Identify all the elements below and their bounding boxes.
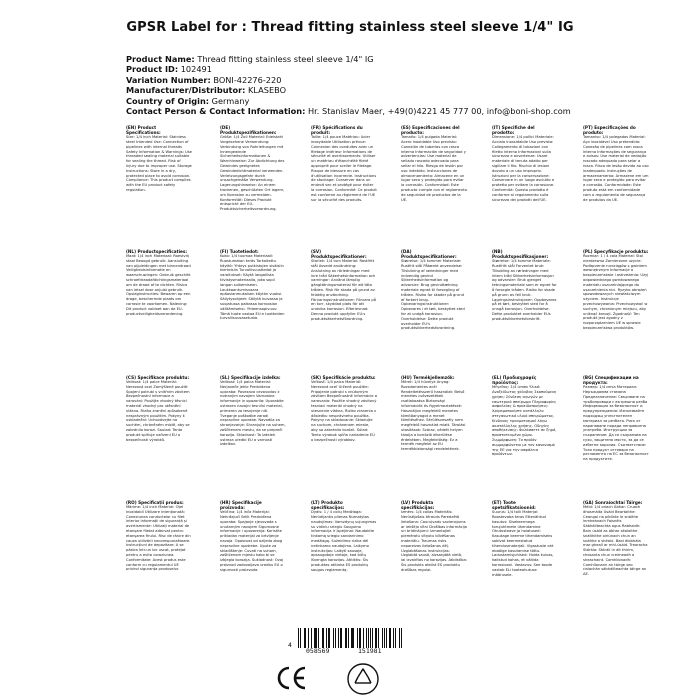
spec-block-text: Größe: 1/4 Zoll Material: Edelstahl Vorgesehene Verwendung: Verbindung von Rohrleitungen mit Innengewinde Sicherheitsinformationen & Warnhinweise: Zur Abdichtung des Gewindes geeignetes Gewindedichtmaterial verwenden. Verletzungsgefahr durch unsachgemäße Verwendung. Lagerungshinweise: An einem trockenen, geschützten Ort lagern, um Korrosion zu vermeiden. Konformität: Dieses Produkt entspricht der EU-Produktsicherheitsverordnung. bbox=[220, 135, 285, 212]
manufacturer-row bbox=[126, 85, 686, 95]
product-id-label: Product ID: bbox=[126, 64, 179, 75]
barcode-bar bbox=[338, 628, 339, 648]
spec-block-text: Izmērs: 1/4 collas Materiāls: Nerūsējošais tērauds Paredzētā lietošana: Cauruļvadu savienojums ar iekšējo vītni Drošības informācija un brīdinājumi: Izmantojiet piemērotu vītņotu blīvēšanas materiālu. Traumas risks nepareizas lietošanas dēļ. Uzglabāšanas instrukcijas: Uzglabāt sausā, aizsargātā vietā, lai izvairītos no korozijas. Atbilstība: Šis produkts atbilst ES produktu drošības regulai. bbox=[401, 510, 467, 572]
barcode-bar bbox=[393, 628, 394, 648]
spec-block-header: (EL) Προδιαγραφές προϊόντος: bbox=[492, 375, 537, 386]
barcode-bar bbox=[329, 628, 330, 648]
spec-block bbox=[583, 375, 649, 495]
spec-block-text: Rozmiar: 1 / 4 cala Materiał: Stal nierdzewna Zamierzone użycie: Podłączenie rurociągów z gwintem wewnętrznym Informacje o bezpieczeństwie i ostrzeżenia: Użyj odpowiedniego gwintowanego materiału uszczelniającego do uszczelnienia nici. Ryzyko obrażeń spowodowanych niewłaściwym użyciem. Instrukcje przechowywania: Przechowywać w suchym, chronionym miejscu, aby uniknąć korozji. Zgodność: Ten produkt jest zgodny z rozporządzeniem UE w sprawie bezpieczeństwa produktów. bbox=[583, 254, 649, 331]
spec-block-text: Veľkosť: 1/4 palca Materiál: Nerezová oceľ Určené použitie: Pripojenie potrubí s vnútorným závitom Bezpečnostné informácie a varovania: Použite vhodný závitový tesniaci materiál vhodný na utesnenie vlákna. Riziko zranenia v dôsledku nesprávneho použitia. Pokyny na skladovanie: Skladujte na suchom, chránenom mieste, aby sa zabránilo korózii. Súlad: Tento výrobok spĺňa nariadenie EÚ o bezpečnosti výrobkov. bbox=[311, 380, 377, 442]
spec-block bbox=[583, 125, 649, 245]
barcode-bar bbox=[335, 628, 336, 648]
barcode-left-group: 058569 bbox=[306, 647, 330, 655]
variation-number-label: Variation Number: bbox=[126, 74, 211, 85]
barcode-bar bbox=[370, 628, 371, 648]
spec-block-header: (SK) Špecifikácie produktu: bbox=[311, 375, 376, 380]
spec-block bbox=[492, 125, 558, 245]
spec-block bbox=[220, 500, 286, 620]
spec-block-header: (FI) Tuotetiedot: bbox=[220, 249, 259, 254]
barcode-bar bbox=[368, 628, 369, 648]
spec-block-header: (BG) Спецификации на продукта: bbox=[583, 375, 639, 386]
spec-block-text: Størrelse: 1/4 tommer Materiale: Rustfrit stål Påtænkt anvendelse: Tilslutning af rørledninger med indvendig gevind Sikkerhedsinformation og advarsler: Brug gevindtætning materiale egnet til forsegling af tråden. Risiko for skader på grund af forkert brug. Opbevaringsinstruktioner: Opbevares i et tørt, beskyttet sted for at undgå korrosion. Overholdelse: Dette produkt overholder EU's produktsikkerhedsforordning. bbox=[401, 259, 465, 331]
spec-block-text: Suurus: 1/4 tolli Materjal: Roostevaba teras Ettenähtud kasutus: Sisekeermega torujuhtmete ühendamine Ohutusteave ja hoiatused: Kasutage keerme tihendamiseks sobivat keermestatud tihendusmaterjali. Vigastuste oht ebaõige kasutamise tõttu. Ladustamisjuhised: Hoida kuivas, kaitstud kohas, et vältida korrosiooni. Vastavus: See toode vastab ELi tooteohutuse määrusele. bbox=[492, 510, 554, 577]
spec-block-text: Размер: 1/4 инча Материал: Неръждаема стомана Предназначение: Свързване на тръбопроводи с вътрешна резба Информация за безопасност и предупреждения: Използвайте подходящ уплътнителен материал за резбата. Риск от нараняване поради неправилна употреба. Инструкции за съхранение: Да се съхранява на сухо, защитено място, за да се избегне корозия. Съответствие: Този продукт отговаря на регламента на ЕС за безопасност на продуктите. bbox=[583, 385, 649, 462]
spec-block-text: Size: 1/4 inch Material: Stainless steel Intended Use: Connection of pipelines with internal threads Safety Information & Warnings: Use threaded sealing material suitable for sealing the thread. Risk of injury due to improper use. Storage Instructions: Store in a dry, protected place to avoid corrosion. Compliance: This product complies with the EU product safety regulation. bbox=[126, 135, 192, 192]
spec-block-header: (RO) Specificații produs: bbox=[126, 500, 184, 505]
contact-label: Contact Person & Contact Information: bbox=[126, 106, 306, 117]
spec-block-header: (DA) Produktspecifikationer: bbox=[401, 249, 457, 260]
spec-block-text: Velikost: 1/4 palce Materiál: Nerezová ocel Zamýšlené použití: Spojení potrubí s vnitřním závitem Bezpečnostní informace a varování: Použijte vhodný těsnicí materiál vhodný pro utěsnění vlákna. Riziko zranění způsobené nesprávným použitím. Pokyny k uskladnění: Uchovávejte na suchém, chráněném místě, aby se zabránilo korozi. Soulad: Tento produkt splňuje nařízení EU o bezpečnosti výrobků. bbox=[126, 380, 190, 442]
spec-block-header: (PL) Specyfikacje produktu: bbox=[583, 249, 649, 254]
barcode-bar bbox=[323, 628, 324, 648]
spec-block-header: (HU) Termékjellemzők: bbox=[401, 375, 455, 380]
spec-block-text: Taille: 1/4 pouce Matériau: Acier inoxydable Utilisation prévue: Connexion des conduites avec un filetage intérieur Informations de sécurité et avertissements: Utiliser un matériau d'étanchéité fileté approprié pour sceller le filetage. Risque de blessure en cas d'utilisation incorrecte. Instructions de stockage: Conserver dans un endroit sec et protégé pour éviter la corrosion. Conformité: Ce produit est conforme au règlement de l'UE sur la sécurité des produits. bbox=[311, 135, 377, 202]
spec-block-header: (LV) Produkta specifikācijas: bbox=[401, 500, 435, 511]
barcode-bar bbox=[308, 628, 309, 648]
spec-block bbox=[220, 125, 286, 245]
spec-block bbox=[492, 375, 558, 495]
spec-block bbox=[401, 500, 467, 620]
barcode-bar bbox=[395, 628, 396, 648]
product-name-value: Thread fitting stainless steel sleeve 1/4" IG bbox=[197, 54, 374, 64]
spec-block-header: (LT) Produkto specifikacijos: bbox=[311, 500, 345, 511]
spec-block bbox=[126, 249, 192, 369]
product-id-value: 102491 bbox=[180, 64, 212, 75]
spec-block-header: (NL) Productspecificaties: bbox=[126, 249, 188, 254]
spec-block bbox=[126, 125, 192, 245]
barcode-bar bbox=[386, 628, 387, 648]
spec-block-header: (EN) Product Specifications: bbox=[126, 125, 161, 136]
barcode-bar bbox=[316, 628, 317, 648]
spec-block-header: (IT) Specifiche del prodotto: bbox=[492, 125, 535, 136]
product-name-row bbox=[126, 54, 686, 64]
spec-block bbox=[401, 249, 467, 369]
barcode-bar bbox=[300, 628, 301, 648]
spec-block-text: Velikost: 1/4 palca Material: Nerjaveče jeklo Predvidena uporaba: Povezava cevovodov z notranjim navojem Varnostne informacije in opozorila: Uporabite ustrezen navojni tesnilni material, primeren za tesnjenje niti. Tveganje poškodbe zaradi nepravilne uporabe. Navodila za shranjevanje: Shranjujte na suhem, zaščitenem mestu, da se prepreči korozija. Skladnost: Ta izdelek ustreza uredbi EU o varnosti izdelkov. bbox=[220, 380, 286, 447]
spec-block-text: Koko: 1/4 tuumaa Materiaali: Ruostumaton teräs Tarkoitettu käyttö: Yhteys putkistojen sisäisiin kierteisiin Turvallisuustiedot ja varoitukset: Käytä langallista tiivistysmateriaalia, joka sopii langan sulkemiseen. Loukkaantumisvaara epäasianmukaisen käytön vuoksi. Säilytysohjeet: Säilytä kuivassa ja suojatussa paikassa korroosion välttämiseksi. Yhteensopivuus: Tämä tuote vastaa EU:n tuotteiden turvallisuusasetusta. bbox=[220, 254, 285, 321]
spec-block-header: (ET) Toote spetsifikatsioonid: bbox=[492, 500, 536, 511]
variation-number-row bbox=[126, 75, 686, 85]
barcode-bar bbox=[305, 628, 306, 648]
spec-block-header: (CS) Specifikace produktu: bbox=[126, 375, 190, 380]
spec-block-text: Dydis: 1 / 4 colių Medžiaga: Nerūdijantis plienas Numatytas naudojimas: Vamzdynų sujungimas su vidiniu sriegiu Saugumo informacija ir įspėjimai: Naudokite tinkamą sriegio sandarinimo medžiagą. Sužeidimo rizika dėl netinkamo naudojimo. Laikymo instrukcijos: Laikyti sausoje, apsaugotoje vietoje, kad būtų išvengta korozijos. Atitiktis: Šis produktas atitinka ES produktų saugos reglamentą. bbox=[311, 510, 377, 572]
barcode-bar bbox=[353, 628, 354, 648]
spec-block bbox=[126, 500, 192, 620]
barcode-bar bbox=[390, 628, 391, 648]
spec-block-text: Veličina: 1/4 inča Materijal: Nehrđajući čelik Predviđena uporaba: Spajanje cjevovoda s unutarnjim navojem Sigurnosne informacije i upozorenja: Koristite prikladan materijal za brtvljenje navoja. Opasnost od ozljeda zbog nepravilne upotrebe. Upute za skladištenje: Čuvati na suhom, zaštićenom mjestu kako bi se izbjegla korozija. Sukladnost: Ovaj proizvod zadovoljava uredbu EU o sigurnosti proizvoda. bbox=[220, 510, 284, 572]
barcode-bars bbox=[298, 628, 404, 648]
spec-block bbox=[220, 249, 286, 369]
product-info bbox=[126, 54, 686, 116]
contact-row bbox=[126, 106, 686, 116]
spec-block bbox=[311, 500, 377, 620]
spec-block bbox=[220, 375, 286, 495]
barcode-bar bbox=[357, 628, 358, 648]
spec-block bbox=[583, 500, 649, 620]
spec-block-header: (NB) Produktspesifikasjoner: bbox=[492, 249, 549, 260]
spec-block bbox=[492, 249, 558, 369]
barcode-bar bbox=[360, 628, 361, 648]
spec-block-text: Dimensione: 1/4 pollici Materiale: Acciaio inossidabile Uso previsto: Collegamento di tubazioni con filetto interno Informazioni sulla sicurezza e avvertenze: Usare materiale di tenuta adatto per sigillare il filo. Rischio di lesioni dovuto a un uso improprio. Istruzioni per la conservazione: Conservare in un luogo asciutto e protetto per evitare la corrosione. Conformità: Questo prodotto è conforme al regolamento sulla sicurezza dei prodotti dell'UE. bbox=[492, 135, 555, 202]
spec-block-text: Μέγεθος: 1/4 ίντσα Υλικό: Ανοξείδωτος χάλυβας Σκοπούμενη χρήση: Σύνδεση αγωγών με εσωτερικό σπείρωμα Πληροφορίες ασφαλείας & προειδοποιήσεις: Χρησιμοποιήστε κατάλληλο στεγανωτικό υλικό σπειρώματος. Κίνδυνος τραυματισμού λόγω ακατάλληλης χρήσης. Οδηγίες αποθήκευσης: Φυλάσσετε σε ξηρό, προστατευμένο χώρο. Συμμόρφωση: Το προϊόν συμμορφώνεται με τον κανονισμό της ΕΕ για την ασφάλεια προϊόντων. bbox=[492, 385, 557, 457]
barcode-bar bbox=[341, 628, 342, 648]
country-of-origin-label: Country of Origin: bbox=[126, 95, 210, 106]
variation-number-value: BONI-42276-220 bbox=[213, 74, 282, 85]
spec-block bbox=[583, 249, 649, 369]
spec-block bbox=[401, 125, 467, 245]
spec-block bbox=[401, 375, 467, 495]
spec-block-text: Tamaño: 1/4 pulgada Material: Acero inoxidable Uso previsto: Conexión de tuberías con rosca interna Información de seguridad y advertencias: Use material de sellado roscado adecuado para sellar el hilo. Riesgo de lesión por uso indebido. Instrucciones de almacenamiento: Almacene en un lugar seco y protegido para evitar la corrosión. Conformidad: Este producto cumple con el reglamento de seguridad de productos de la UE. bbox=[401, 135, 467, 202]
barcode-bar bbox=[326, 628, 327, 648]
ce-mark-icon bbox=[276, 664, 308, 692]
spec-block-text: Mărime: 1/4 inch Material: Oțel inoxidabil Utilizare intenționată: Conexiunea conductelor cu filet interior Informații de siguranță și avertismente: Utilizați material de etanșare filetat adecvat pentru etanșarea firului. Risc de rănire din cauza utilizării necorespunzătoare. Instrucțiuni de depozitare: A se păstra într-un loc uscat, protejat pentru a evita coroziunea. Conformitate: Acest produs este conform cu regulamentul UE privind siguranța produselor. bbox=[126, 505, 191, 572]
ean-barcode bbox=[288, 628, 412, 656]
barcode-bar bbox=[311, 628, 312, 648]
spec-block-text: Storlek: 1/4 tum Material: Rostfritt stål Avsedd användning: Anslutning av rörledningar med inre tråd Säkerhetsinformation och varningar: Använd lämplig gängtätningsmaterial för att täta tråden. Risk för skada på grund av felaktig användning. Förvaringsinstruktioner: Förvara på en torr, skyddad plats för att undvika korrosion. Efterlevnad: Denna produkt uppfyller EU:s produktsäkerhetsförordning. bbox=[311, 259, 377, 321]
contact-value: Hr. Stanislav Maer, +49(0)4221 45 777 00, info@boni-shop.com bbox=[308, 106, 571, 117]
barcode-bar bbox=[401, 628, 402, 648]
spec-block-text: Méid: 1/4 orlach Ábhar: Cruach dhosmálta Úsáid Beartaithe: Ceangal na píblínte le snáithe inmheánach Faisnéis Sábháilteachta agus Rabhaidh: Bain úsáid as ábhar séalaithe snáithithe oiriúnach chun an snáithe a shéalú. Baol díobhála mar gheall ar mhí-úsáid. Treoracha Stórála: Stóráil in áit thirim, chosanta chun creimeadh a sheachaint. Comhlíonadh: Comhlíonann an táirge seo rialachán sábháilteachta táirge an AE. bbox=[583, 505, 648, 577]
product-id-row bbox=[126, 64, 686, 74]
barcode-bar bbox=[333, 628, 334, 648]
spec-block-header: (GA) Sonraíochtaí Táirge: bbox=[583, 500, 643, 505]
spec-block-text: Méret: 1/4 hüvelyk Anyag: Rozsdamentes acél Rendeltetésszerű használat: Belső menetes csővezetékek csatlakozása Biztonsági információk és figyelmeztetések: Használjon megfelelő menetes tömítőanyagot a menet tömítéséhez. Sérülésveszély nem megfelelő használat miatt. Tárolási utasítások: Száraz, védett helyen tárolja a korrózió elkerülése érdekében. Megfelelőség: Ez a termék megfelel az EU termékbiztonsági rendeletének. bbox=[401, 380, 466, 452]
barcode-bar bbox=[346, 628, 347, 648]
barcode-bar bbox=[298, 628, 299, 648]
spec-block-header: (ES) Especificaciones del producto: bbox=[401, 125, 460, 136]
spec-grid bbox=[126, 125, 674, 631]
spec-block bbox=[311, 249, 377, 369]
barcode-bar bbox=[318, 628, 319, 648]
barcode-right-group: 151981 bbox=[358, 647, 382, 655]
barcode-bar bbox=[382, 628, 383, 648]
spec-block bbox=[311, 125, 377, 245]
manufacturer-value: KLASEBO bbox=[248, 85, 287, 96]
barcode-lead-digit: 4 bbox=[288, 641, 292, 649]
product-name-label: Product Name: bbox=[126, 54, 195, 64]
spec-block-header: (PT) Especificações do produto: bbox=[583, 125, 636, 136]
label-title: GPSR Label for : Thread fitting stainless steel sleeve 1/4" IG bbox=[126, 20, 574, 35]
barcode-bar bbox=[348, 628, 349, 648]
barcode-bar bbox=[376, 628, 377, 648]
spec-block-header: (DE) Produktspezifikationen: bbox=[220, 125, 277, 136]
compliance-marks bbox=[270, 660, 390, 696]
spec-block-text: Tamanho: 1/4 polegadas Material: Aço inoxidável Uso pretendido: Conexão de pipelines com rosca interna Informações de segurança e avisos: Use material de vedação roscado adequado para selar a rosca. Risco de lesão devido ao uso inadequado. Instruções de armazenamento: Armazene em um lugar seco e protegido para evitar a corrosão. Conformidade: Este produto está em conformidade com o regulamento de segurança de produtos da UE. bbox=[583, 135, 649, 202]
barcode-bar bbox=[378, 628, 379, 648]
spec-block-text: Størrelse: 1/4 tomme Materiale: Rustfritt stål Forventet bruk: Tilkobling av rørledninger med intern tråd Sikkerhetsinformasjon og advarsler: Bruk gjenget tetningsmateriale som er egnet for å forsegle tråden. Risiko for skade på grunn av feil bruk. Lagringsinstruksjoner: Oppbevares på et tørt, beskyttet sted for å unngå korrosjon. Overholdelse: Dette produktet overholder EUs produktsikkerhetsforskrift. bbox=[492, 259, 557, 321]
spec-block-header: (SL) Specifikacije izdelka: bbox=[220, 375, 281, 380]
spec-block bbox=[311, 375, 377, 495]
spec-block bbox=[492, 500, 558, 620]
spec-block-header: (HR) Specifikacije proizvoda: bbox=[220, 500, 262, 511]
spec-block-header: (SV) Produktspecifikationer: bbox=[311, 249, 367, 260]
barcode-bar bbox=[372, 628, 373, 648]
country-of-origin-row bbox=[126, 96, 686, 106]
spec-block bbox=[126, 375, 192, 495]
country-of-origin-value: Germany bbox=[211, 95, 250, 106]
barcode-bar bbox=[399, 628, 400, 648]
spec-block-text: Maat: 1/4 inch Materiaal: Roestvrij staal Beoogd gebruik: Aansluiting van pijpleidingen met binnendraad Veiligheidsinformatie en waarschuwingen: Gebruik geschikt schroefdraadafdichtingsmateriaal om de draad af te dichten. Risico van letsel door onjuist gebruik. Opslaginstructies: Bewaren op een droge, beschermde plaats om corrosie te voorkomen. Naleving: Dit product voldoet aan de EU-productveiligheidsverordening. bbox=[126, 254, 191, 316]
manufacturer-label: Manufacturer/Distributor: bbox=[126, 85, 246, 96]
barcode-bar bbox=[363, 628, 364, 648]
recycling-icon bbox=[346, 662, 380, 696]
spec-block-header: (FR) Spécifications du produit: bbox=[311, 125, 363, 136]
